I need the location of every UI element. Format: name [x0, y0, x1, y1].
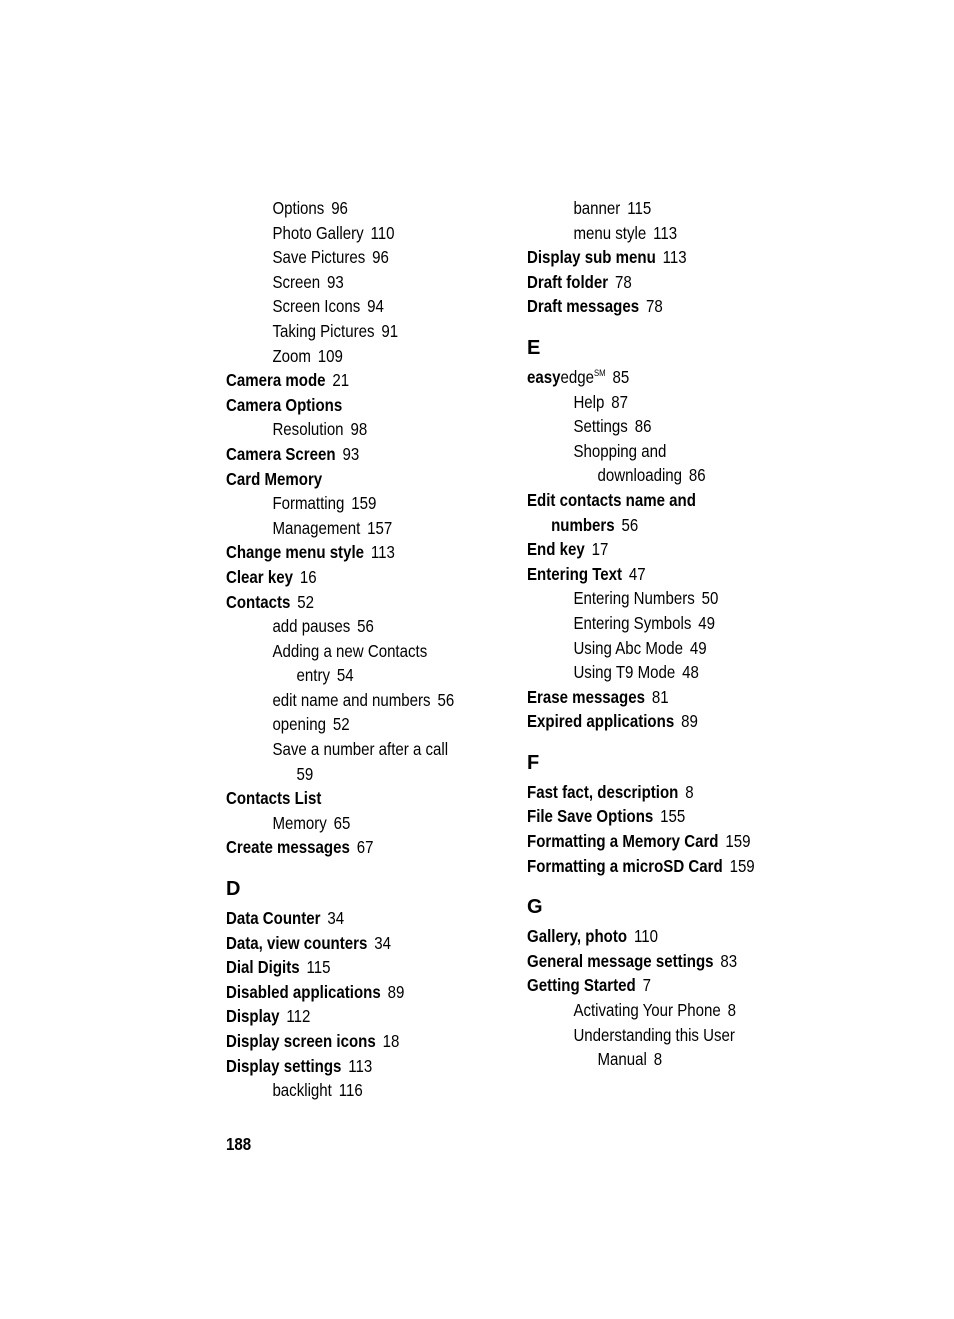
index-term: Disabled applications — [226, 981, 381, 1002]
index-subentry — [226, 516, 467, 541]
index-term: End key — [527, 539, 585, 560]
index-subentry — [226, 712, 467, 737]
index-term: Gallery, photo — [527, 926, 628, 947]
index-subentry — [527, 439, 785, 464]
index-section-letter: E — [527, 336, 541, 359]
index-term: Display screen icons — [226, 1031, 376, 1051]
index-page-ref: 52 — [332, 714, 350, 735]
index-page-ref: 47 — [628, 563, 646, 584]
index-term: Display sub menu — [527, 247, 656, 268]
index-term: Change menu style — [226, 542, 365, 563]
index-subentry — [527, 1047, 785, 1072]
index-entry — [226, 955, 467, 980]
index-term: Screen — [272, 271, 321, 292]
index-page-ref: 21 — [332, 370, 350, 391]
index-term: Options — [272, 198, 325, 218]
index-term: banner — [573, 198, 621, 218]
index-term: Formatting a Memory Card — [527, 831, 719, 852]
index-page-ref: 56 — [357, 616, 374, 637]
index-page-ref: 112 — [286, 1006, 311, 1027]
index-entry — [527, 294, 785, 319]
index-subentry — [527, 998, 785, 1023]
index-page-ref: 115 — [306, 957, 331, 978]
index-page-ref: 155 — [660, 806, 686, 827]
index-term: Activating Your Phone — [573, 1000, 721, 1021]
index-page-ref: 113 — [662, 247, 687, 268]
index-entry — [226, 1029, 467, 1054]
index-page-ref: 78 — [614, 271, 632, 292]
index-entry — [527, 685, 785, 710]
index-entry — [226, 906, 467, 931]
index-entry — [527, 804, 785, 829]
index-term: edit name and numbers — [272, 689, 431, 710]
index-subentry — [527, 660, 785, 685]
index-subentry — [226, 417, 467, 442]
index-term: Understanding this User — [573, 1024, 735, 1045]
index-entry — [226, 931, 467, 956]
index-subentry — [226, 737, 467, 762]
index-subentry — [226, 294, 467, 319]
index-subentry — [226, 1078, 467, 1103]
index-page-ref: 109 — [317, 345, 343, 366]
index-entry — [527, 854, 785, 879]
index-entry — [527, 365, 785, 390]
index-term: entry — [296, 665, 330, 686]
index-term: Manual — [597, 1049, 647, 1070]
index-entry — [226, 565, 467, 590]
index-term: Expired applications — [527, 711, 675, 732]
index-page-ref: 110 — [633, 926, 658, 947]
index-page-ref: 159 — [729, 855, 755, 876]
index-term: Using T9 Mode — [573, 662, 676, 683]
index-entry — [527, 537, 785, 562]
index-page-ref: 49 — [698, 612, 716, 633]
index-entry — [527, 245, 785, 270]
index-term: Clear key — [226, 566, 293, 587]
index-column-left — [226, 196, 506, 1103]
index-term: Create messages — [226, 837, 350, 858]
index-page-ref: 113 — [370, 542, 395, 563]
index-entry — [226, 368, 467, 393]
index-page-ref: 17 — [591, 539, 609, 560]
index-page-ref: 67 — [356, 837, 374, 858]
index-subentry — [226, 688, 467, 713]
index-subentry — [527, 611, 785, 636]
index-entry — [527, 488, 785, 513]
index-term: Fast fact, description — [527, 781, 679, 802]
index-term: Erase messages — [527, 686, 645, 707]
index-term: Using Abc Mode — [573, 637, 684, 658]
index-term: Edit contacts name and — [527, 489, 696, 510]
index-page-ref: 86 — [634, 416, 652, 437]
index-subentry — [226, 221, 467, 246]
index-page-ref: 93 — [327, 271, 344, 292]
index-page-ref: 52 — [297, 591, 315, 612]
index-term: opening — [272, 714, 327, 735]
index-term: Management — [272, 517, 361, 538]
index-page-ref: 7 — [642, 975, 651, 996]
index-page-ref: 8 — [685, 781, 694, 802]
index-page-ref: 65 — [333, 812, 351, 833]
index-term: Contacts List — [226, 788, 322, 809]
index-subentry — [226, 639, 467, 664]
index-term: Camera mode — [226, 370, 326, 391]
index-term: Photo Gallery — [272, 222, 364, 243]
index-entry — [527, 829, 785, 854]
index-section-letter: G — [527, 896, 543, 919]
index-term: General message settings — [527, 950, 714, 971]
index-page-ref: 18 — [382, 1031, 400, 1051]
index-page-ref: 86 — [688, 465, 706, 486]
index-subentry — [527, 414, 785, 439]
index-term: Camera Screen — [226, 443, 336, 464]
index-term: Draft messages — [527, 296, 640, 317]
index-term: easy — [527, 366, 561, 387]
index-page-ref: 113 — [348, 1055, 373, 1076]
index-subentry — [226, 319, 467, 344]
index-term: Zoom — [272, 345, 311, 366]
index-page-ref: 98 — [350, 419, 368, 440]
index-term: Entering Symbols — [573, 612, 692, 633]
index-page-ref: 87 — [611, 391, 629, 412]
index-page-ref: 54 — [336, 665, 354, 686]
index-subentry — [527, 390, 785, 415]
service-mark: SM — [593, 368, 606, 379]
index-entry — [226, 1054, 467, 1079]
index-page-ref: 8 — [727, 1000, 736, 1021]
index-term: Resolution — [272, 419, 344, 440]
index-entry — [226, 540, 467, 565]
index-entry — [527, 973, 785, 998]
index-entry — [226, 393, 467, 418]
index-page-ref: 94 — [367, 296, 384, 317]
index-column-right — [527, 196, 827, 1072]
index-subentry — [527, 636, 785, 661]
index-entry — [226, 786, 467, 811]
index-subentry — [226, 245, 467, 270]
index-page-ref: 89 — [387, 981, 405, 1002]
index-term: Memory — [272, 812, 327, 833]
index-page-ref: 16 — [299, 566, 317, 587]
index-subentry — [226, 196, 467, 221]
index-page-ref: 59 — [296, 763, 314, 784]
index-subentry — [226, 614, 467, 639]
index-term: Card Memory — [226, 468, 323, 489]
index-page-ref: 83 — [720, 950, 738, 971]
index-term: Formatting — [272, 493, 345, 514]
index-subentry — [527, 463, 785, 488]
index-entry — [527, 513, 785, 538]
index-page-ref: 48 — [682, 662, 699, 683]
index-page-ref: 89 — [681, 711, 698, 732]
index-page-ref: 115 — [627, 198, 652, 218]
index-entry — [226, 442, 467, 467]
index-entry — [226, 590, 467, 615]
index-entry — [527, 709, 785, 734]
page-number: 188 — [226, 1134, 252, 1154]
index-subentry — [527, 196, 785, 221]
index-entry — [527, 270, 785, 295]
index-term: Taking Pictures — [272, 320, 375, 341]
index-page-ref: 96 — [372, 247, 389, 268]
index-term: Draft folder — [527, 271, 609, 292]
index-page-ref: 56 — [621, 514, 639, 535]
index-subentry — [226, 491, 467, 516]
index-subentry — [527, 586, 785, 611]
index-term: Entering Text — [527, 563, 623, 584]
index-term: Formatting a microSD Card — [527, 855, 723, 876]
index-page-ref: 34 — [327, 908, 345, 929]
index-term: Camera Options — [226, 394, 343, 415]
index-term-suffix: edge — [560, 366, 594, 387]
index-term: Getting Started — [527, 975, 636, 996]
index-entry — [527, 924, 785, 949]
index-entry — [226, 980, 467, 1005]
index-term: menu style — [573, 222, 647, 243]
index-page-ref: 91 — [381, 320, 399, 341]
index-term: Display settings — [226, 1055, 342, 1076]
index-page-ref: 49 — [689, 637, 707, 658]
index-subentry — [226, 762, 467, 787]
index-page-ref: 81 — [651, 686, 669, 707]
index-page-ref: 56 — [437, 689, 455, 710]
index-page-ref: 50 — [701, 588, 719, 609]
index-entry — [226, 835, 467, 860]
index-subentry — [527, 1023, 785, 1048]
index-term: downloading — [597, 465, 683, 486]
index-subentry — [226, 344, 467, 369]
index-section-letter: F — [527, 751, 540, 774]
index-term: Display — [226, 1006, 280, 1027]
index-subentry — [527, 221, 785, 246]
index-term: Screen Icons — [272, 296, 361, 317]
index-term: Shopping and — [573, 440, 667, 461]
index-subentry — [226, 811, 467, 836]
index-term: backlight — [272, 1080, 332, 1101]
index-entry — [527, 780, 785, 805]
index-term: Contacts — [226, 591, 291, 612]
index-term: add pauses — [272, 616, 351, 637]
index-term: Help — [573, 391, 605, 412]
index-page-ref: 159 — [351, 493, 377, 514]
index-term: Entering Numbers — [573, 588, 695, 609]
index-term: Data Counter — [226, 908, 321, 929]
index-term: File Save Options — [527, 806, 654, 827]
index-page-ref: 34 — [374, 932, 391, 953]
index-subentry — [226, 270, 467, 295]
index-page-ref: 113 — [653, 222, 678, 243]
index-page-ref: 159 — [725, 831, 751, 852]
index-subentry — [226, 663, 467, 688]
index-page-ref: 85 — [612, 366, 630, 387]
index-page-ref: 110 — [370, 222, 395, 243]
index-entry — [226, 467, 467, 492]
index-page-ref: 96 — [331, 198, 348, 218]
index-page-ref: 157 — [367, 517, 393, 538]
index-page-ref: 116 — [338, 1080, 363, 1101]
index-term: Data, view counters — [226, 932, 368, 953]
index-page-ref: 93 — [342, 443, 360, 464]
index-page-ref: 8 — [653, 1049, 663, 1070]
index-term: Save Pictures — [272, 247, 366, 268]
index-term: Dial Digits — [226, 957, 300, 978]
index-term: Save a number after a call — [272, 739, 449, 760]
index-entry — [527, 949, 785, 974]
index-term: Adding a new Contacts — [272, 640, 428, 661]
index-section-letter: D — [226, 878, 241, 901]
index-entry — [527, 562, 785, 587]
index-term: numbers — [551, 514, 615, 535]
index-page-ref: 78 — [645, 296, 663, 317]
index-term: Settings — [573, 416, 628, 437]
index-entry — [226, 1004, 467, 1029]
